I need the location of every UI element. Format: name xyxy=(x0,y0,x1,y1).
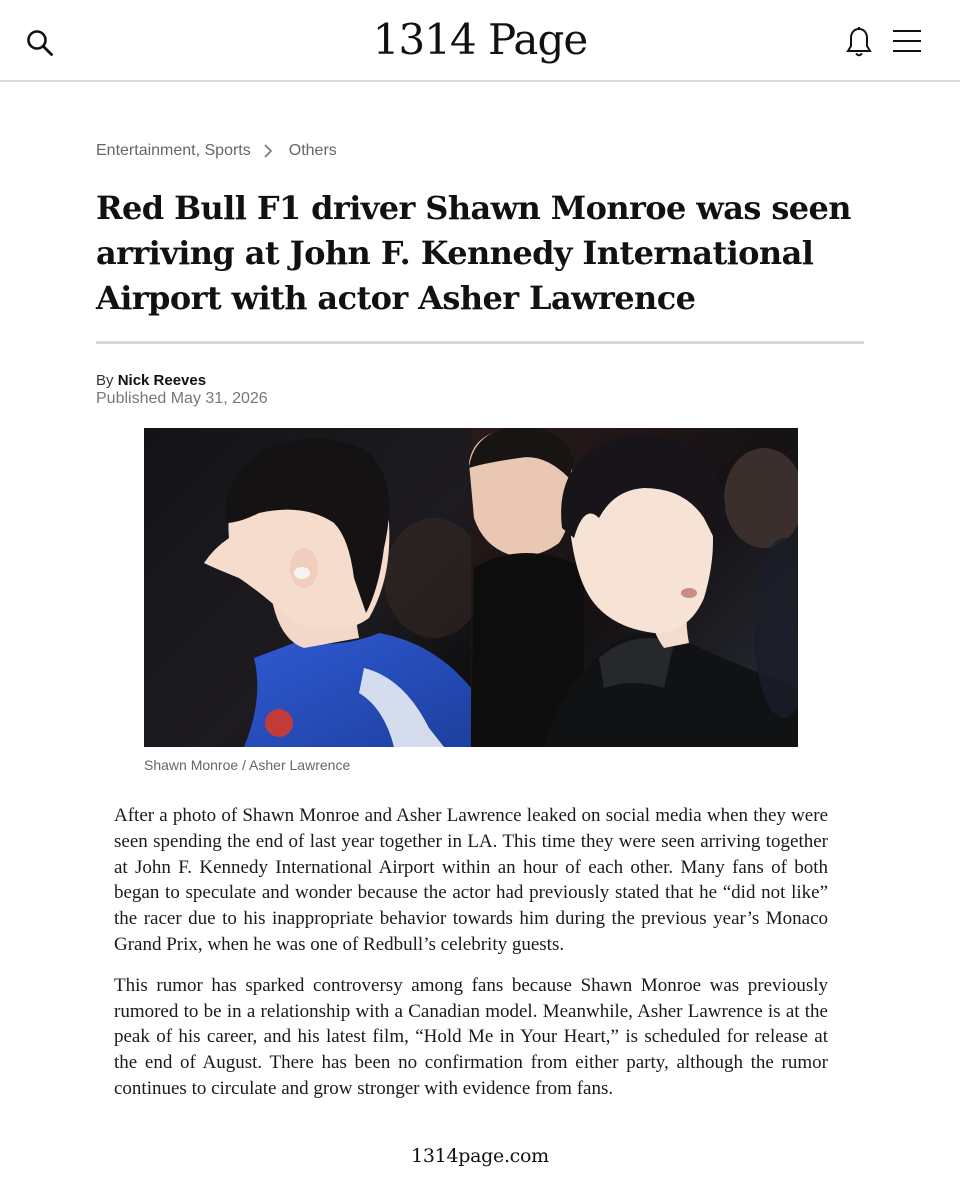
site-header xyxy=(0,0,960,82)
divider xyxy=(96,341,864,344)
photo-caption: Shawn Monroe / Asher Lawrence xyxy=(144,757,351,773)
byline-prefix: By xyxy=(96,372,114,389)
article-paragraph: This rumor has sparked controversy among fans because Shawn Monroe was previously rumored to be in a relationship with a Canadian model. Meanwhile, Asher Lawrence is at the peak of his career, and his latest film, “Hold Me in Your Heart,” is scheduled for release at the end of August. There has been no confirmation from either party, although the rumor continues to circulate and grow stronger with evidence from fans. xyxy=(114,974,828,1099)
menu-icon[interactable] xyxy=(891,28,923,54)
site-logo[interactable]: 1314 Page xyxy=(372,15,588,64)
article-headline: Red Bull F1 driver Shawn Monroe was seen arriving at John F. Kennedy International Airport with actor Asher Lawrence xyxy=(96,189,851,317)
bell-icon[interactable] xyxy=(846,26,872,58)
breadcrumb-categories[interactable]: Entertainment, Sports xyxy=(96,142,251,159)
chevron-right-icon xyxy=(262,144,274,158)
breadcrumb-subcategory[interactable]: Others xyxy=(288,142,337,159)
footer-domain: 1314page.com xyxy=(411,1145,549,1167)
article-photo xyxy=(144,428,798,747)
author-link[interactable]: Nick Reeves xyxy=(117,372,207,389)
article-body xyxy=(114,803,828,1117)
publish-date: Published May 31, 2026 xyxy=(96,390,268,407)
breadcrumb xyxy=(96,141,337,161)
article-paragraph: After a photo of Shawn Monroe and Asher Lawrence leaked on social media when they were seen spending the end of last year together in LA. This time they were seen arriving together at John F. Kennedy International Airport within an hour of each other. Many fans of both began to speculate and wonder because the actor had previously stated that he “did not like” the racer due to his inappropriate behavior towards him during the previous year’s Monaco Grand Prix, when he was one of Redbull’s celebrity guests. xyxy=(114,805,828,955)
byline xyxy=(96,372,206,390)
